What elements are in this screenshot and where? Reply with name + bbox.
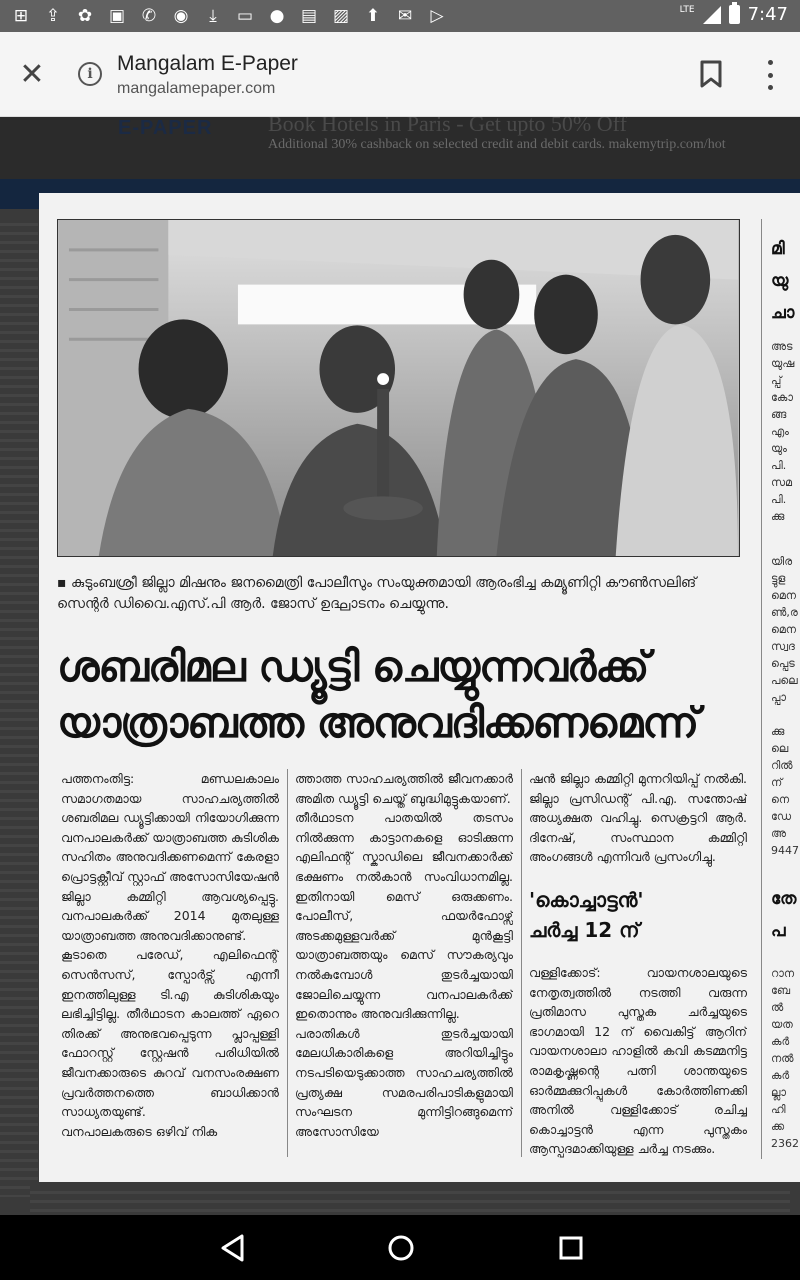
ad-title[interactable]: Book Hotels in Paris - Get upto 50% Off xyxy=(268,117,627,136)
status-bar xyxy=(0,0,800,32)
site-header xyxy=(0,117,800,179)
adjacent-text: അട യുഷ പ്പ് കോ ങ്ങ എം യും പി. സമ പി. ക്കു xyxy=(771,340,795,523)
news-photo xyxy=(57,219,740,557)
download-icon: ⤓ xyxy=(209,5,217,26)
close-icon[interactable]: ✕ xyxy=(19,56,45,92)
bookmark-icon[interactable] xyxy=(700,60,722,88)
newspaper-clipping[interactable] xyxy=(39,193,800,1182)
eye-icon: ◉ xyxy=(173,5,189,26)
site-brand: E-PAPER xyxy=(118,117,213,139)
secondary-headline: 'കൊച്ചാട്ടൻ' ചർച്ച 12 ന് xyxy=(529,888,644,942)
battery-icon xyxy=(729,5,740,24)
article-column-3: ഷൻ ജില്ലാ കമ്മിറ്റി മുന്നറിയിപ്പ് നൽകി. ജില്ലാ പ്രസിഡന്റ് പി.എ. സന്തോഷ് അധ്യക്ഷത വഹിച്ചു. സെക്രട്ടറി ആർ. ദിനേഷ്, സംസ്ഥാന കമ്മിറ്റി അംഗങ്ങൾ എന്നിവർ പ്രസംഗിച്ചു. xyxy=(529,771,747,865)
ad-link[interactable]: makemytrip.com/hot xyxy=(608,137,726,152)
upload-icon: ⇪ xyxy=(45,5,61,26)
play-store-icon: ▷ xyxy=(430,5,444,26)
article-column-2: ത്താത്ത സാഹചര്യത്തിൽ ജീവനക്കാർ അമിത ഡ്യൂട്ടി ചെയ്ത് ബുദ്ധിമുട്ടുകയാണ്. തീർഥാടന പാതയിൽ തടസം നിൽക്കുന്ന കാട്ടാനകളെ ഓടിക്കുന്ന എലിഫന്റ് സ്കാഡിലെ ജീവനക്കാർക്ക് ഭക്ഷണം നൽകാൻ സംവിധാനമില്ല. ഇതിനായി മെസ് ഒരുക്കണം. പോലീസ്, ഫയർഫോഴ്സ് അടക്കമുള്ളവർക്ക് മുൻകൂട്ടി യാത്രാബത്തയും മെസ് സൗകര്യവും നൽകുമ്പോൾ തുടർച്ചയായി ജോലിചെയ്യുന്ന വനപാലകർക്ക് ഇതൊന്നും അനുവദിക്കുന്നില്ല. പരാതികൾ തുടർച്ചയായി മേലധികാരികളെ അറിയിച്ചിട്ടും നടപടിയെടുക്കാത്ത സാഹചര്യത്തിൽ പ്രത്യക്ഷ സമരപരിപാടികളുമായി സംഘടന മുന്നിട്ടിറങ്ങുമെന്ന് അസോസിയേ xyxy=(295,771,513,1139)
browser-toolbar xyxy=(0,32,800,117)
page-url: mangalamepaper.com xyxy=(117,80,276,97)
info-icon[interactable]: i xyxy=(78,62,102,86)
whatsapp-icon: ✆ xyxy=(141,5,157,26)
flipboard-icon: ▣ xyxy=(108,5,126,26)
upload-arrow-icon: ⬆ xyxy=(365,5,381,26)
keyboard-icon: ▭ xyxy=(236,5,254,26)
back-icon[interactable] xyxy=(218,1233,248,1263)
article-column-1: പത്തനംതിട്ട: മണ്ഡലകാലം സമാഗതമായ സാഹചര്യത്തിൽ ശബരിമല ഡ്യൂട്ടിക്കായി നിയോഗിക്കുന്ന വനപാലകർക്ക് യാത്രാബത്ത കുടിശിക സഹിതം അനുവദിക്കണമെന്ന് കേരളാ പ്രൊട്ടക്റ്റീവ് സ്റ്റാഫ് അസോസിയേഷൻ ജില്ലാ കമ്മിറ്റി ആവശ്യപ്പെട്ടു. വനപാലകർക്ക് 2014 മുതലുള്ള യാത്രാബത്ത അനുവദിക്കാനുണ്ട്. കൂടാതെ പരേഡ്, എലിഫെന്റ് സെൻസസ്, സ്പോർട്സ് എന്നീ ഇനത്തിലുള്ള ടി.എ കുടിശികയും ലഭിച്ചിട്ടില്ല. തീർഥാടന കാലത്ത് ഏറെ തിരക്ക് അനുഭവപ്പെടുന്ന പ്ലാപ്പള്ളി ഫോറസ്റ്റ് സ്റ്റേഷൻ പരിധിയിൽ ജീവനക്കാരുടെ കുറവ് വനസംരക്ഷണ പ്രവർത്തനത്തെ ബാധിക്കാൻ സാധ്യതയുണ്ട്. വനപാലകരുടെ ഒഴിവ് നിക xyxy=(61,771,279,1139)
adjacent-headline: മി യു ചാ xyxy=(771,239,795,323)
notification-icons xyxy=(10,5,448,27)
page-left-margin xyxy=(0,217,38,1197)
gallery-icon: ▤ xyxy=(300,5,318,26)
home-icon[interactable] xyxy=(386,1233,416,1263)
network-type-label: LTE xyxy=(679,4,695,15)
adjacent-text: റാന ബേ ൽ യത കർ നൽ കർ ല്ലാ ഹി ക്ക 2362 xyxy=(771,967,799,1150)
page-title: Mangalam E-Paper xyxy=(117,52,298,75)
adjacent-headline: തേ പ xyxy=(771,889,797,941)
column-divider xyxy=(761,219,762,1159)
circle-icon: ● xyxy=(269,5,285,26)
overflow-menu-icon[interactable] xyxy=(758,60,782,90)
ad-subtitle-text: Additional 30% cashback on selected credit and debit cards. xyxy=(268,137,606,152)
page-bottom-content xyxy=(30,1185,790,1215)
column-divider xyxy=(521,769,522,1157)
column-divider xyxy=(287,769,288,1157)
adjacent-text: യിര ട്ടുള മെന ൺ,ര മെന സ്വദ പ്പെട പലെ പ്പാ ക്കു ലെ റിൽ ന് നെ ഡേ അ 9447 xyxy=(771,555,799,857)
adjacent-article xyxy=(771,193,800,1182)
photo-caption: ▪ കുടുംബശ്രീ ജില്ലാ മിഷനും ജനമൈത്രി പോലീസും സംയുക്തമായി ആരംഭിച്ച കമ്യൂണിറ്റി കൗൺസലിങ് സെന്റർ ഡിവൈ.എസ്.പി ആർ. ജോസ് ഉദ്ഘാടനം ചെയ്യുന്നു. xyxy=(57,575,697,612)
ad-subtitle xyxy=(268,137,726,153)
secondary-article: വള്ളിക്കോട്: വായനശാലയുടെ നേതൃത്വത്തിൽ നടത്തി വരുന്ന പ്രതിമാസ പുസ്തക ചർച്ചയുടെ ഭാഗമായി 12 ന് വൈകിട്ട് ആറിന് വായനശാലാ ഹാളിൽ കവി കടമ്മനിട്ട രാമകൃഷ്ണന്റെ പത്നി ശാന്തയുടെ ഓർമ്മക്കുറിപ്പുകൾ കോർത്തിണക്കി അനിൽ വള്ളിക്കോട് രചിച്ച കൊച്ചാട്ടൻ എന്ന പുസ്തകം ആസ്പദമാക്കിയുള്ള ചർച്ച നടക്കും. xyxy=(529,965,747,1157)
mail-icon: ✉ xyxy=(397,5,413,26)
signal-icon xyxy=(703,6,721,24)
navigation-bar xyxy=(0,1215,800,1280)
image-icon: ▨ xyxy=(332,5,350,26)
app-grid-icon: ⊞ xyxy=(13,5,29,26)
recents-icon[interactable] xyxy=(556,1233,586,1263)
article-headline: ശബരിമല ഡ്യൂട്ടി ചെയ്യുന്നവർക്ക് യാത്രാബത്ത അനുവദിക്കണമെന്ന് xyxy=(57,642,699,747)
game-icon: ✿ xyxy=(77,5,93,26)
clock: 7:47 xyxy=(747,4,788,25)
